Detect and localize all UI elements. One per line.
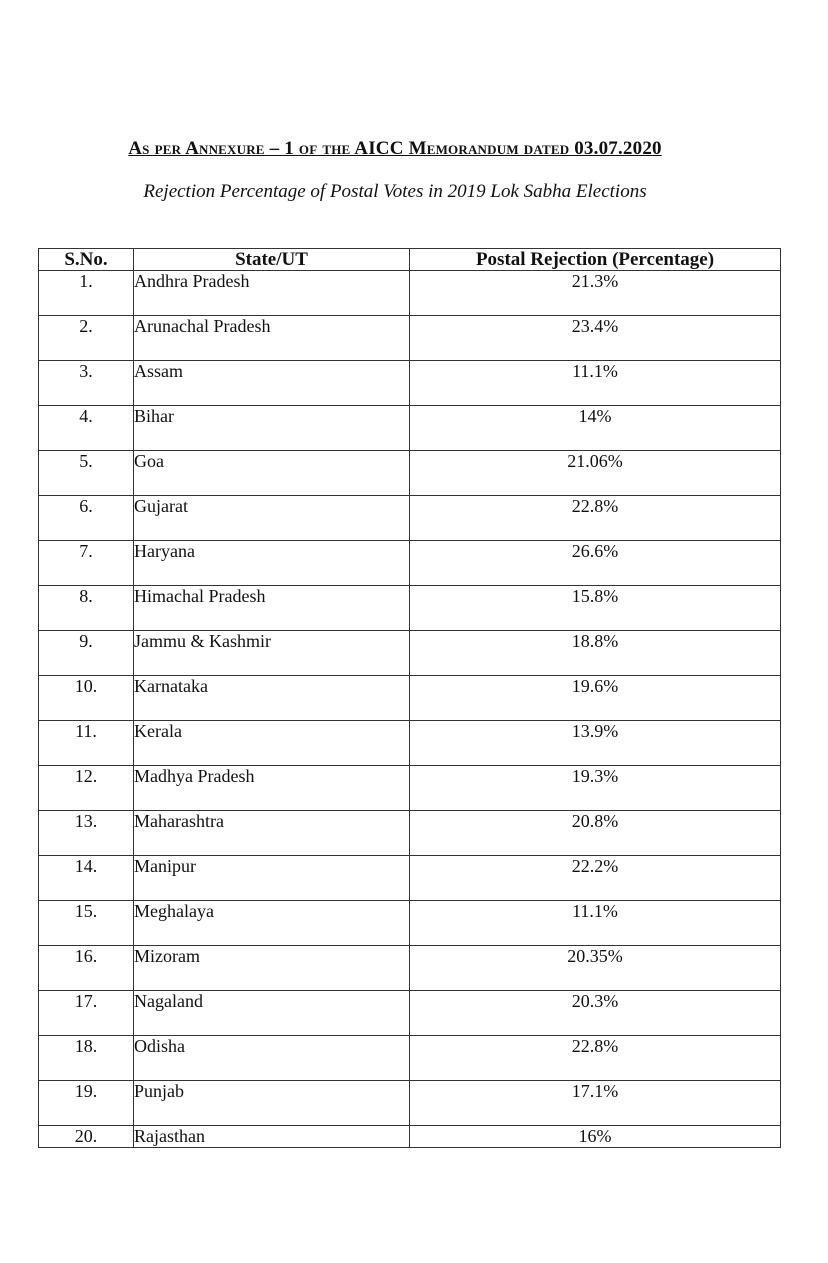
postal-rejection-table [38, 248, 781, 1148]
row-state: Rajasthan [134, 1126, 410, 1148]
row-state: Manipur [134, 856, 410, 901]
table-row [39, 361, 781, 406]
row-rejection-value: 20.3% [410, 991, 781, 1036]
row-sno: 8. [39, 586, 134, 631]
table-row [39, 631, 781, 676]
row-rejection-value: 11.1% [410, 901, 781, 946]
row-sno: 3. [39, 361, 134, 406]
table-row [39, 586, 781, 631]
table-row [39, 676, 781, 721]
row-rejection-value: 26.6% [410, 541, 781, 586]
table-header-row [39, 249, 781, 271]
table-row [39, 1036, 781, 1081]
row-state: Nagaland [134, 991, 410, 1036]
row-state: Arunachal Pradesh [134, 316, 410, 361]
row-rejection-value: 11.1% [410, 361, 781, 406]
row-sno: 15. [39, 901, 134, 946]
row-rejection-value: 19.6% [410, 676, 781, 721]
row-state: Assam [134, 361, 410, 406]
header-state: State/UT [134, 249, 410, 271]
row-state: Kerala [134, 721, 410, 766]
row-rejection-value: 22.8% [410, 496, 781, 541]
row-sno: 17. [39, 991, 134, 1036]
row-rejection-value: 13.9% [410, 721, 781, 766]
row-rejection-value: 17.1% [410, 1081, 781, 1126]
row-rejection-value: 18.8% [410, 631, 781, 676]
row-sno: 7. [39, 541, 134, 586]
row-sno: 11. [39, 721, 134, 766]
table-row [39, 271, 781, 316]
row-state: Gujarat [134, 496, 410, 541]
row-state: Odisha [134, 1036, 410, 1081]
table-row [39, 496, 781, 541]
table-row [39, 406, 781, 451]
row-state: Punjab [134, 1081, 410, 1126]
header-rejection: Postal Rejection (Percentage) [410, 249, 781, 271]
row-state: Madhya Pradesh [134, 766, 410, 811]
row-rejection-value: 22.2% [410, 856, 781, 901]
row-rejection-value: 15.8% [410, 586, 781, 631]
row-sno: 6. [39, 496, 134, 541]
row-state: Bihar [134, 406, 410, 451]
table-row [39, 1081, 781, 1126]
row-state: Haryana [134, 541, 410, 586]
table-row [39, 316, 781, 361]
row-state: Himachal Pradesh [134, 586, 410, 631]
row-sno: 13. [39, 811, 134, 856]
header-sno: S.No. [39, 249, 134, 271]
table-row [39, 991, 781, 1036]
table-row [39, 901, 781, 946]
table-row [39, 766, 781, 811]
row-state: Maharashtra [134, 811, 410, 856]
row-rejection-value: 21.3% [410, 271, 781, 316]
table-row [39, 721, 781, 766]
table-row [39, 451, 781, 496]
table-row [39, 541, 781, 586]
row-rejection-value: 14% [410, 406, 781, 451]
row-state: Goa [134, 451, 410, 496]
row-sno: 2. [39, 316, 134, 361]
row-state: Andhra Pradesh [134, 271, 410, 316]
table-row [39, 946, 781, 991]
row-sno: 14. [39, 856, 134, 901]
row-sno: 16. [39, 946, 134, 991]
row-rejection-value: 23.4% [410, 316, 781, 361]
table-row [39, 811, 781, 856]
row-rejection-value: 20.35% [410, 946, 781, 991]
row-sno: 18. [39, 1036, 134, 1081]
row-state: Meghalaya [134, 901, 410, 946]
row-sno: 9. [39, 631, 134, 676]
row-sno: 4. [39, 406, 134, 451]
row-sno: 1. [39, 271, 134, 316]
row-rejection-value: 22.8% [410, 1036, 781, 1081]
row-sno: 19. [39, 1081, 134, 1126]
table-row [39, 1126, 781, 1148]
row-state: Mizoram [134, 946, 410, 991]
table-row [39, 856, 781, 901]
row-rejection-value: 21.06% [410, 451, 781, 496]
row-sno: 5. [39, 451, 134, 496]
row-sno: 20. [39, 1126, 134, 1148]
row-rejection-value: 20.8% [410, 811, 781, 856]
row-state: Jammu & Kashmir [134, 631, 410, 676]
row-state: Karnataka [134, 676, 410, 721]
row-sno: 10. [39, 676, 134, 721]
document-heading: As per Annexure – 1 of the AICC Memorandum dated 03.07.2020 [128, 138, 662, 159]
document-subheading: Rejection Percentage of Postal Votes in 2019 Lok Sabha Elections [143, 181, 647, 202]
row-rejection-value: 19.3% [410, 766, 781, 811]
row-sno: 12. [39, 766, 134, 811]
row-rejection-value: 16% [410, 1126, 781, 1148]
